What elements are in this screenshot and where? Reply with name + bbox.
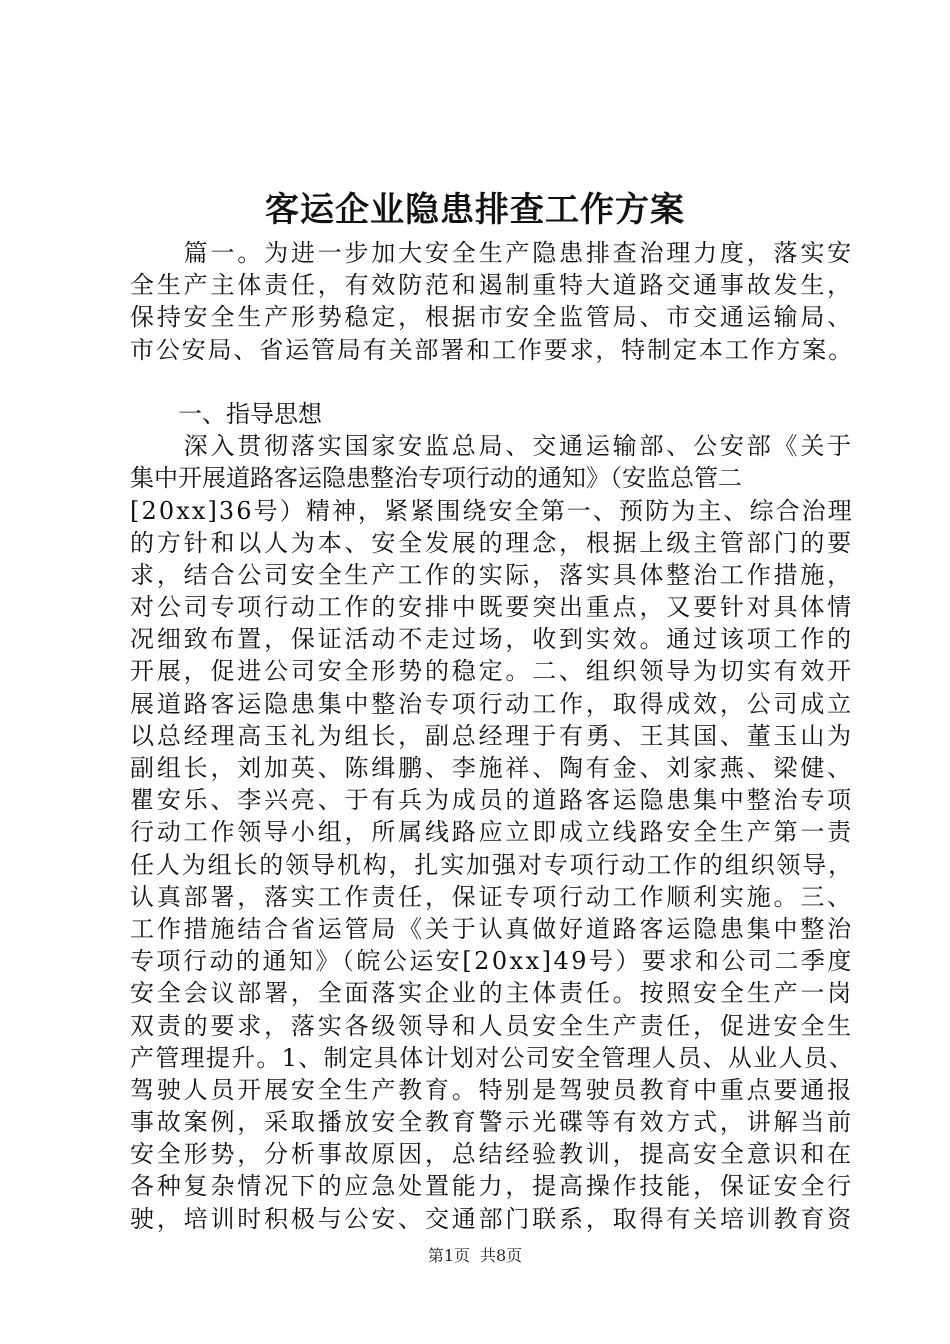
text-line: 事故案例，采取播放安全教育警示光碟等有效方式，讲解当前 [130,1108,854,1137]
text-line: 双责的要求，落实各级领导和人员安全生产责任，促进安全生 [130,1011,854,1040]
text-line: 开展，促进公司安全形势的稳定。二、组织领导为切实有效开 [130,657,854,686]
text-line: 行动工作领导小组，所属线路应立即成立线路安全生产第一责 [130,818,854,847]
text-line: 的方针和以人为本、安全发展的理念，根据上级主管部门的要 [130,528,854,557]
page-footer [0,1246,950,1266]
text-line: 副组长，刘加英、陈缉鹏、李施祥、陶有金、刘家燕、梁健、 [130,754,854,782]
text-line: 安全会议部署，全面落实企业的主体责任。按照安全生产一岗 [130,979,854,1008]
text-line: 认真部署，落实工作责任，保证专项行动工作顺利实施。三、 [130,882,854,911]
text-line: 瞿安乐、李兴亮、于有兵为成员的道路客运隐患集中整治专项 [130,786,854,815]
text-line: 市公安局、省运管局有关部署和工作要求，特制定本工作方案。 [130,335,854,364]
text-line: 集中开展道路客运隐患整治专项行动的通知》（安监总管二 [130,464,742,493]
text-line: 展道路客运隐患集中整治专项行动工作，取得成效，公司成立 [130,689,854,718]
document-body [130,237,854,1235]
text-line: 对公司专项行动工作的安排中既要突出重点，又要针对具体情 [130,593,854,622]
text-line: [20xx]36号）精神，紧紧围绕安全第一、预防为主、综合治理 [130,496,854,525]
page-number: 第1页 [427,1246,470,1265]
text-line: 工作措施结合省运管局《关于认真做好道路客运隐患集中整治 [130,914,854,943]
text-line: 专项行动的通知》（皖公运安[20xx]49号）要求和公司二季度 [130,947,854,976]
text-line: 全生产主体责任，有效防范和遏制重特大道路交通事故发生， [130,271,854,300]
text-line: 求，结合公司安全生产工作的实际，落实具体整治工作措施， [130,560,854,589]
document-title: 客运企业隐患排查工作方案 [265,190,685,230]
text-line: 一、指导思想 [130,399,322,428]
text-line: 保持安全生产形势稳定，根据市安全监管局、市交通运输局、 [130,303,854,332]
text-line: 任人为组长的领导机构，扎实加强对专项行动工作的组织领导， [130,850,854,879]
blank-line [130,366,854,398]
text-line: 深入贯彻落实国家安监总局、交通运输部、公安部《关于 [130,432,854,461]
text-line: 产管理提升。1、制定具体计划对公司安全管理人员、从业人员、 [130,1043,855,1072]
text-line: 驶，培训时积极与公安、交通部门联系，取得有关培训教育资 [130,1204,854,1233]
text-line: 以总经理高玉礼为组长，副总经理于有勇、王其国、董玉山为 [130,721,854,750]
text-line: 篇一。为进一步加大安全生产隐患排查治理力度，落实安 [130,239,854,267]
text-line: 各种复杂情况下的应急处置能力，提高操作技能，保证安全行 [130,1172,854,1201]
text-line: 安全形势，分析事故原因，总结经验教训，提高安全意识和在 [130,1140,854,1169]
text-line: 况细致布置，保证活动不走过场，收到实效。通过该项工作的 [130,625,854,654]
text-line: 驾驶人员开展安全生产教育。特别是驾驶员教育中重点要通报 [130,1075,854,1104]
page-total: 共8页 [480,1246,523,1265]
